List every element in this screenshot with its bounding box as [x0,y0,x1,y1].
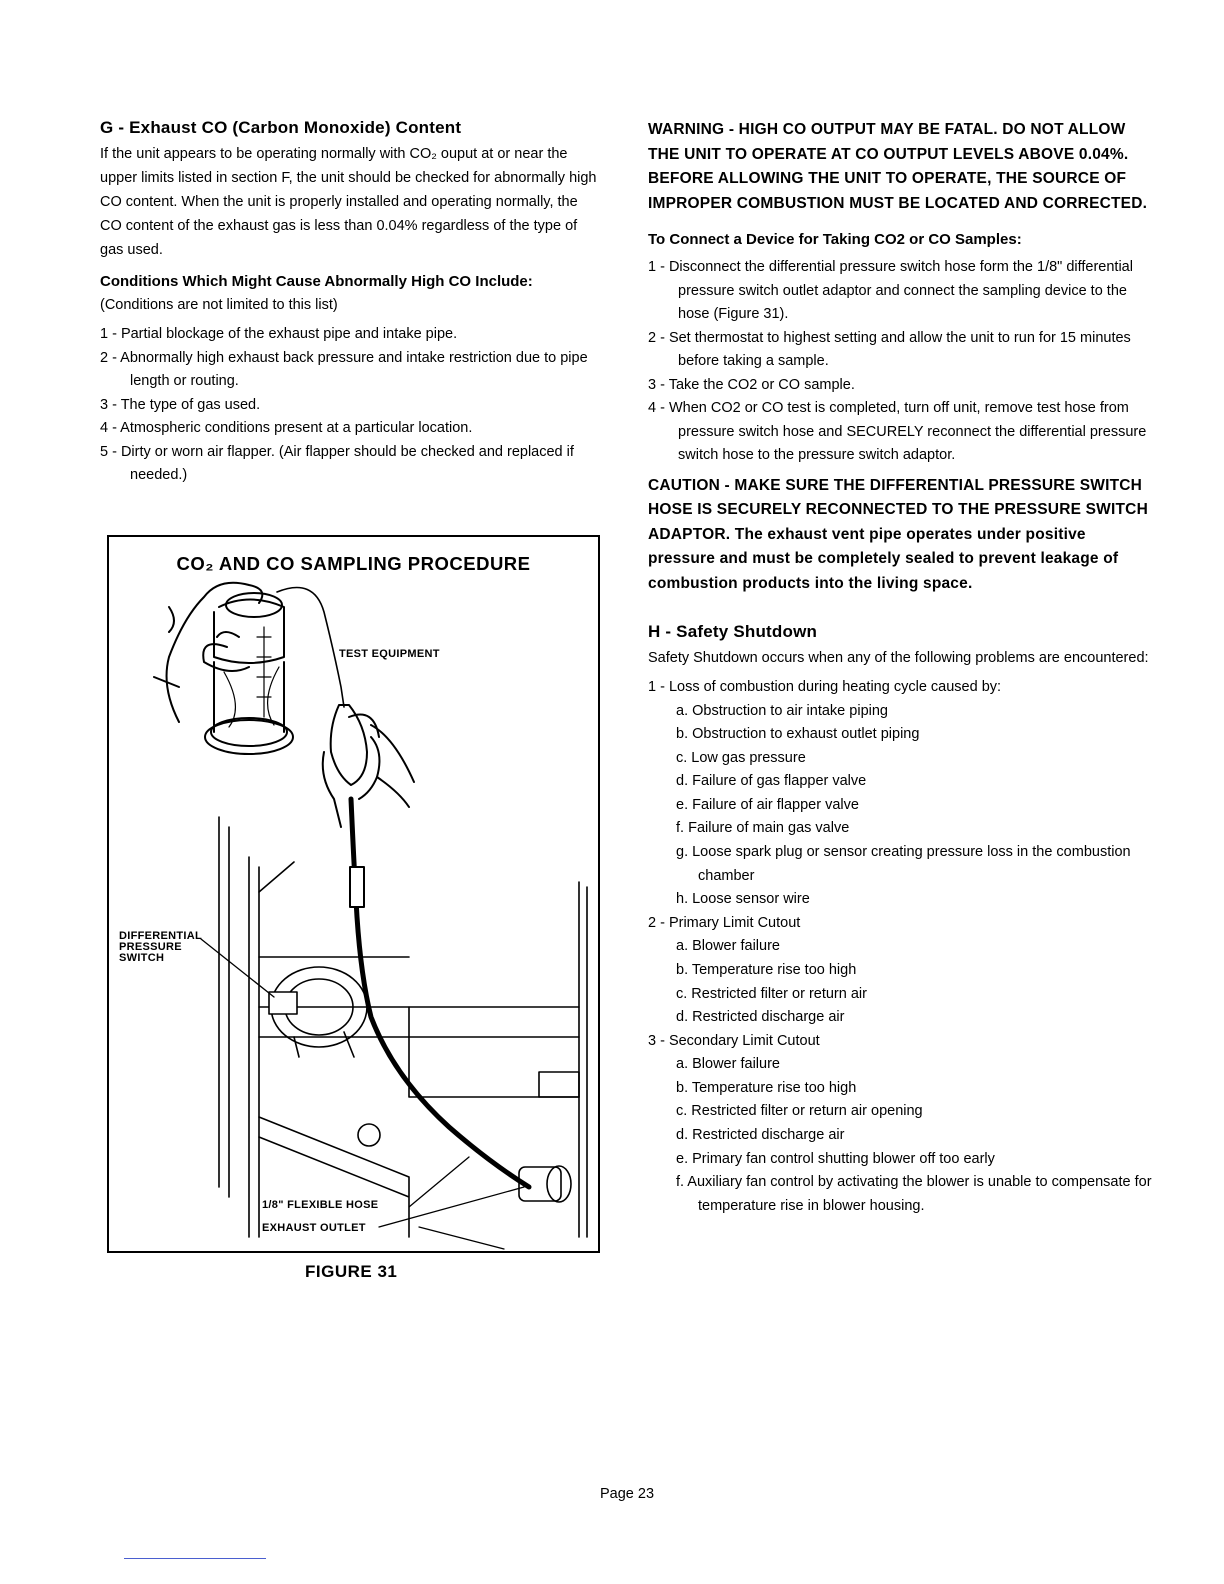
label-test-equipment: TEST EQUIPMENT [339,648,440,660]
sampling-tube [277,588,344,708]
list-item: 2 - Abnormally high exhaust back pressure and intake restriction due to pipe length or routing. [100,349,588,389]
shutdown-sublist-2 [648,935,1153,1029]
connect-steps [648,256,1153,468]
list-item: 2 - Set thermostat to highest setting and allow the unit to run for 15 minutes before taking a sample. [648,329,1131,369]
figure-caption: FIGURE 31 [305,1262,398,1281]
list-item: c. Low gas pressure [676,749,806,766]
shutdown-sublist-3 [648,1053,1153,1218]
warning-text: WARNING - HIGH CO OUTPUT MAY BE FATAL. DO NOT ALLOW THE UNIT TO OPERATE AT CO OUTPUT LEVELS ABOVE 0.04%. BEFORE ALLOWING THE UNIT TO OPERATE, THE SOURCE OF IMPROPER COMBUSTION MUST BE LOCATED AND CORRECTED. [648,121,1148,212]
list-item: 4 - Atmospheric conditions present at a particular location. [100,420,473,436]
label-exhaust-outlet: EXHAUST OUTLET [262,1222,366,1234]
test-cylinder [205,593,293,754]
list-item: e. Failure of air flapper valve [676,796,859,813]
list-item: 2 - Primary Limit Cutout [648,914,801,931]
label-differential-pressure-switch [119,931,202,964]
list-item: a. Blower failure [676,938,780,955]
label-switch-line: SWITCH [119,952,165,964]
page-number: Page 23 [600,1486,655,1502]
list-item: a. Obstruction to air intake piping [676,702,888,719]
shutdown-list-3 [648,1030,1153,1054]
list-item: 4 - When CO2 or CO test is completed, turn off unit, remove test hose from pressure switch hose and SECURELY reconnect the differential pressure switch hose to the pressure switch adaptor. [648,400,1147,463]
furnace-cabinet [219,817,587,1237]
list-item: 3 - Secondary Limit Cutout [648,1032,820,1049]
bottom-divider [124,1558,266,1559]
list-item: a. Blower failure [676,1056,780,1073]
right-hand [323,705,414,827]
conditions-heading: Conditions Which Might Cause Abnormally High CO Include: [100,273,533,290]
right-column [648,118,1153,1218]
conditions-note: (Conditions are not limited to this list) [100,297,338,313]
list-item: d. Restricted discharge air [676,1127,845,1143]
shutdown-list [648,676,1153,700]
list-item: h. Loose sensor wire [676,891,810,908]
list-item: g. Loose spark plug or sensor creating pressure loss in the combustion chamber [676,844,1131,884]
list-item: 3 - Take the CO2 or CO sample. [648,376,855,393]
left-hand [154,583,262,722]
section-g-intro: If the unit appears to be operating normally with CO₂ ouput at or near the upper limits listed in section F, the unit should be checked for abnormally high CO content. When the unit is properly installed and operating normally, the CO content of the exhaust gas is less than 0.04% regardless of the type of gas used. [100,146,597,258]
sampling-illustration [109,537,598,1251]
list-item: d. Failure of gas flapper valve [676,773,867,790]
list-item: b. Temperature rise too high [676,1079,857,1096]
pressure-switch-drawing [269,967,367,1057]
list-item: d. Restricted discharge air [676,1009,845,1026]
section-h-intro: Safety Shutdown occurs when any of the following problems are encountered: [648,650,1149,666]
figure-31-box [107,535,600,1253]
section-h-heading: H - Safety Shutdown [648,622,818,641]
list-item: 1 - Partial blockage of the exhaust pipe and intake pipe. [100,326,458,342]
left-column [100,118,600,488]
list-item: 3 - The type of gas used. [100,396,261,413]
section-g-heading: G - Exhaust CO (Carbon Monoxide) Content [100,118,462,137]
conditions-list [100,323,600,488]
caution-text: CAUTION - MAKE SURE THE DIFFERENTIAL PRESSURE SWITCH HOSE IS SECURELY RECONNECTED TO THE PRESSURE SWITCH ADAPTOR. The exhaust vent pipe operates under positive pressure and must be completely sealed to prevent leakage of combustion products into the living space. [648,476,1148,592]
list-item: f. Failure of main gas valve [676,820,850,837]
label-pressure-line: PRESSURE [119,941,182,953]
list-item: e. Primary fan control shutting blower off too early [676,1150,995,1167]
label-differential-line: DIFFERENTIAL [119,930,203,942]
figure-title: CO₂ AND CO SAMPLING PROCEDURE [176,553,531,574]
shutdown-sublist-1 [648,700,1153,912]
connect-heading: To Connect a Device for Taking CO2 or CO Samples: [648,231,1022,248]
label-flexible-hose: 1/8" FLEXIBLE HOSE [262,1199,379,1211]
list-item: c. Restricted filter or return air [676,985,867,1002]
list-item: 5 - Dirty or worn air flapper. (Air flapper should be checked and replaced if needed.) [100,443,574,483]
list-item: f. Auxiliary fan control by activating the blower is unable to compensate for temperature rise in blower housing. [676,1174,1152,1214]
list-item: b. Temperature rise too high [676,961,857,978]
list-item: 1 - Disconnect the differential pressure switch hose form the 1/8" differential pressure switch outlet adaptor and connect the sampling device to the hose (Figure 31). [648,259,1133,322]
leader-hose [409,1157,469,1207]
list-item: b. Obstruction to exhaust outlet piping [676,726,920,743]
list-item: 1 - Loss of combustion during heating cycle caused by: [648,679,1002,695]
list-item: c. Restricted filter or return air opening [676,1103,923,1120]
leader-differential [201,939,274,997]
shutdown-list-2 [648,912,1153,936]
